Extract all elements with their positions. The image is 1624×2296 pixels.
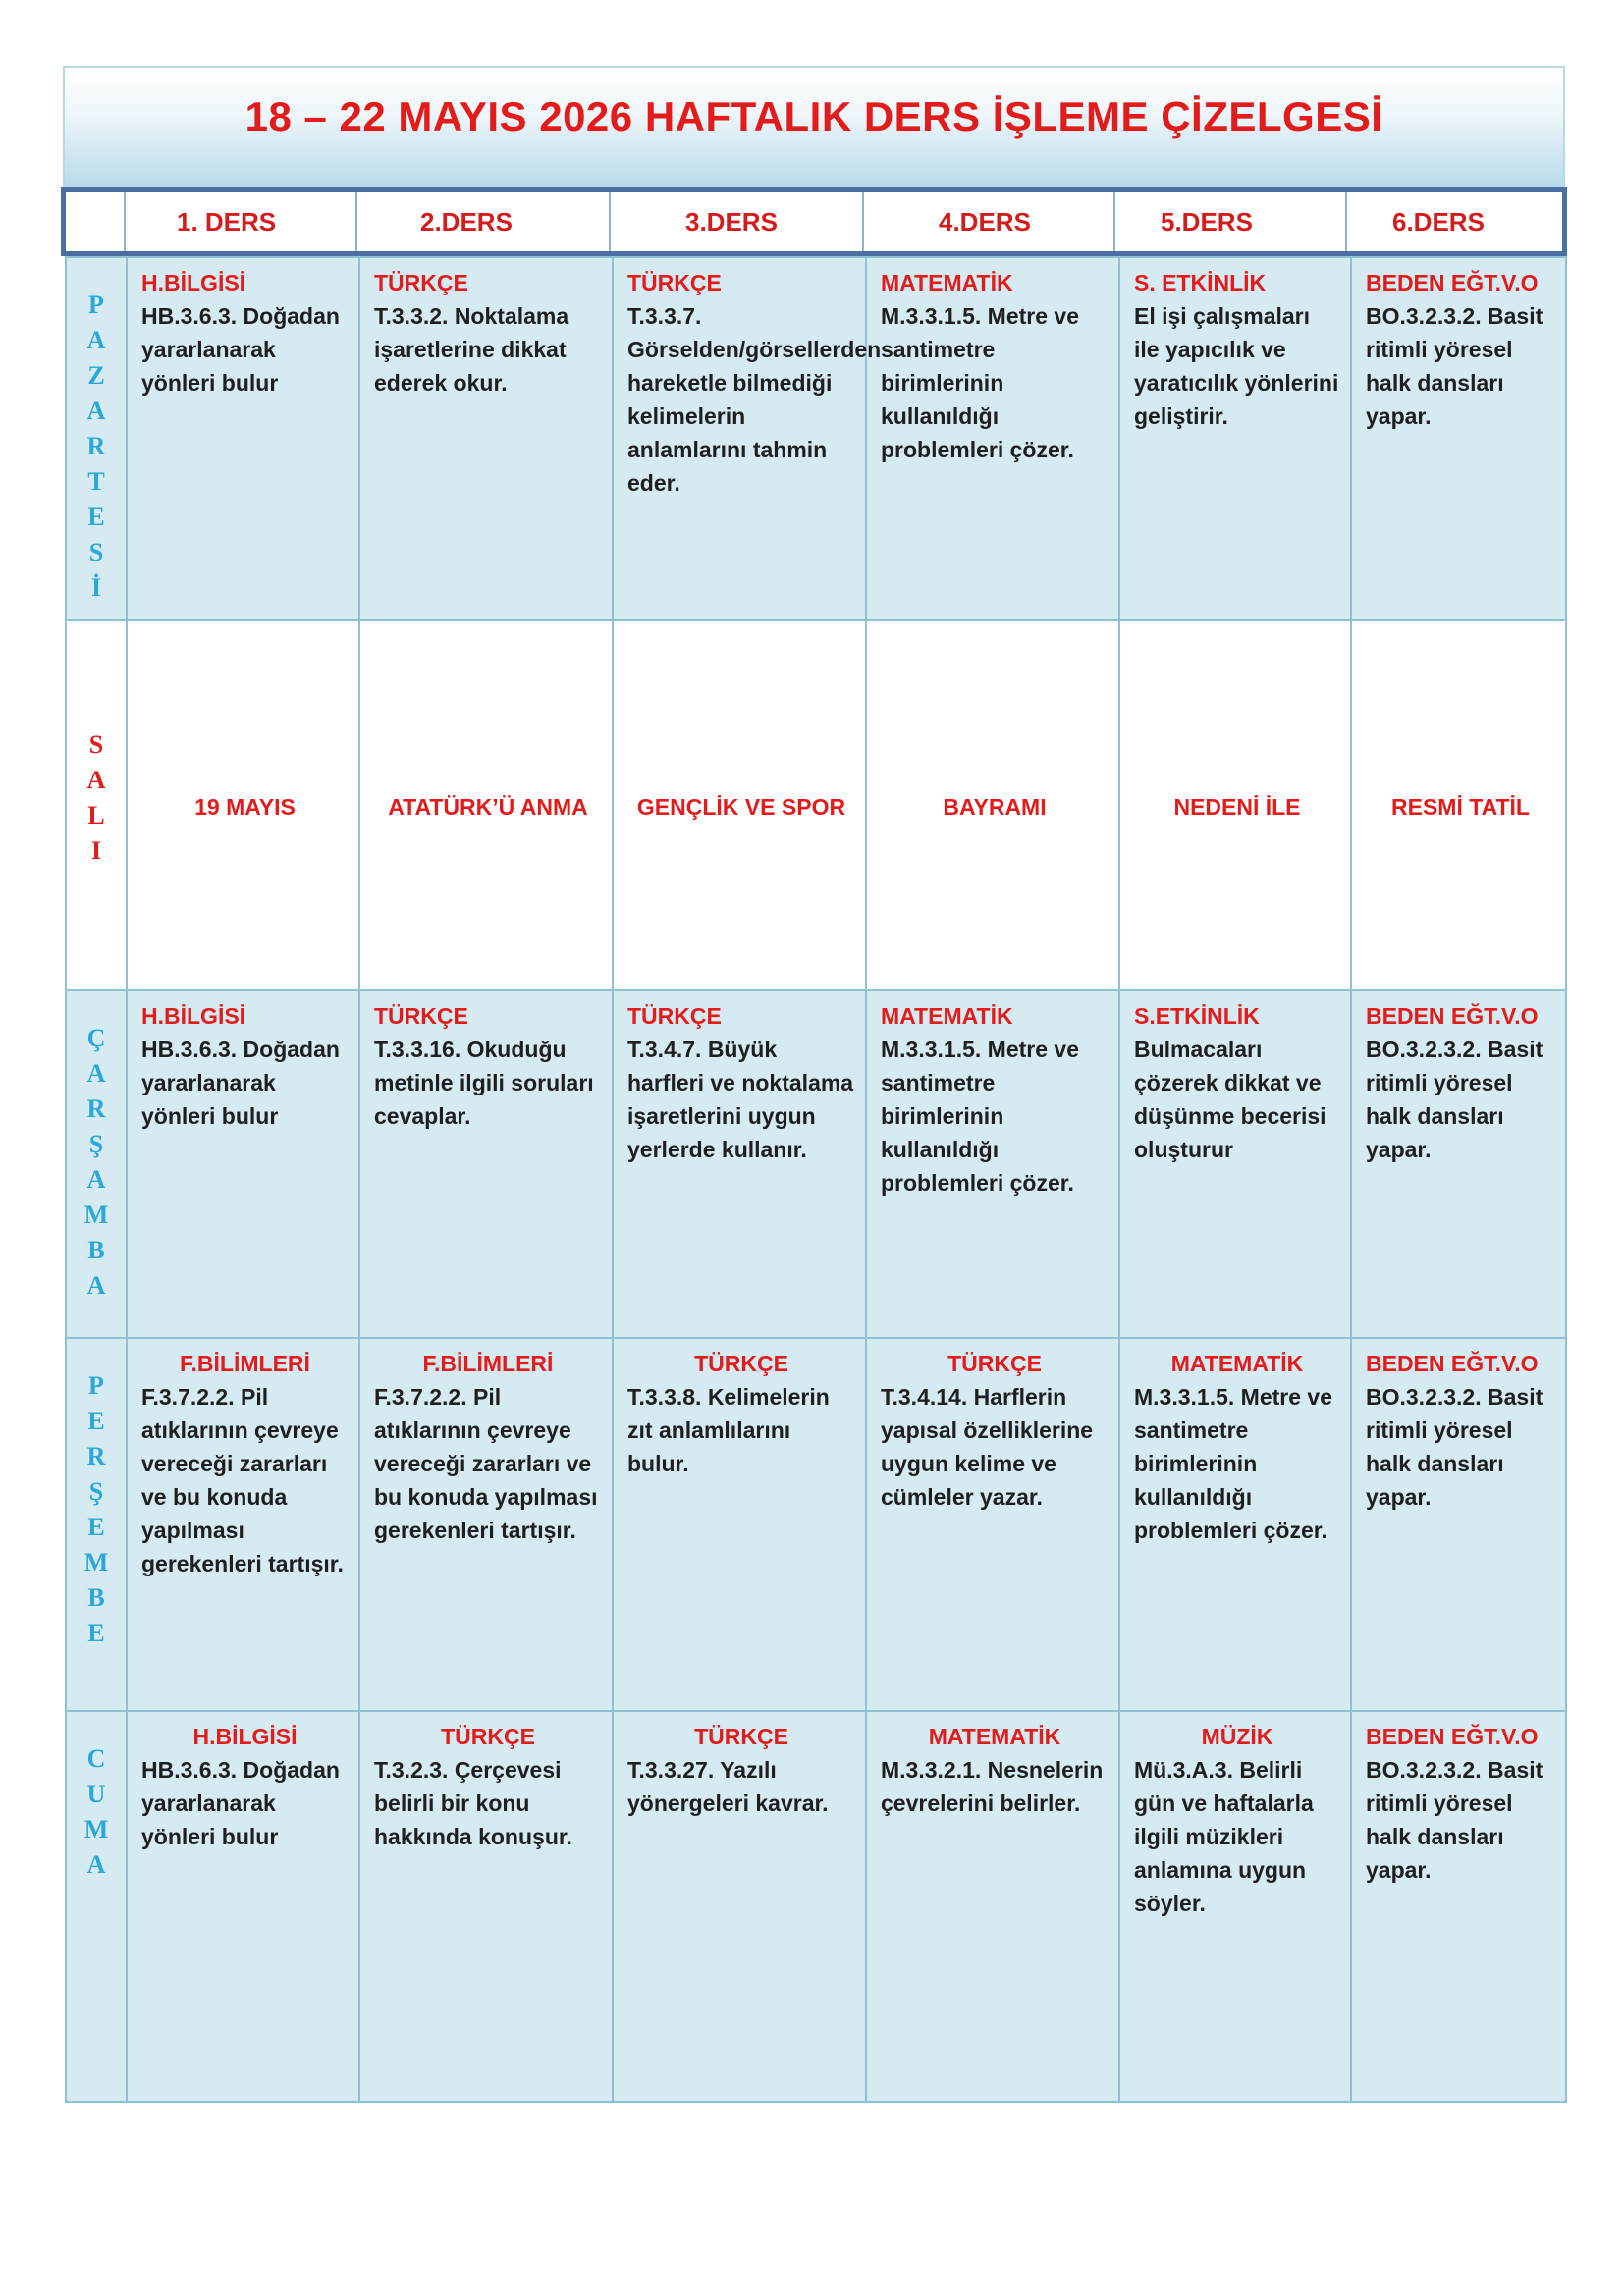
day-letter: Ç (86, 1024, 106, 1052)
subject-name: TÜRKÇE (694, 1724, 788, 1749)
day-letter: M (83, 1815, 109, 1843)
objective-text: BO.3.2.3.2. Basit ritimli yöresel halk dansları yapar. (1366, 303, 1543, 429)
holiday-cell: GENÇLİK VE SPOR (613, 620, 866, 990)
subject-name: TÜRKÇE (694, 1351, 788, 1376)
subject-name: BEDEN EĞT.V.O (1366, 1724, 1539, 1749)
lesson-cell (359, 257, 613, 620)
lesson-cell (1119, 257, 1351, 620)
subject-name: TÜRKÇE (947, 1351, 1042, 1376)
subject-name: S. ETKİNLİK (1134, 270, 1267, 295)
objective-text: M.3.3.2.1. Nesnelerin çevrelerini belirler. (881, 1757, 1104, 1816)
subject-name: MATEMATİK (928, 1724, 1061, 1749)
subject-name: TÜRKÇE (374, 1003, 468, 1029)
day-letter: B (87, 1583, 105, 1612)
title-banner (63, 66, 1565, 187)
day-label (66, 1711, 127, 2102)
day-row-cuma (66, 1711, 1566, 2102)
day-letter: M (83, 1201, 109, 1229)
day-letter: A (86, 1059, 106, 1088)
header-lesson-2: 2.DERS (355, 192, 609, 251)
lesson-cell (613, 257, 882, 620)
day-letter: U (86, 1780, 106, 1808)
lesson-cell (359, 1711, 613, 2102)
objective-text: T.3.4.7. Büyük harfleri ve noktalama işaretlerini uygun yerlerde kullanır. (627, 1037, 854, 1162)
objective-text: HB.3.6.3. Doğadan yararlanarak yönleri bulur (141, 303, 340, 396)
day-letter: S (88, 538, 104, 566)
objective-text: T.3.3.27. Yazılı yönergeleri kavrar. (627, 1757, 829, 1816)
objective-text: Bulmacaları çözerek dikkat ve düşünme becerisi oluşturur (1134, 1037, 1326, 1162)
lesson-cell (1119, 1711, 1351, 2102)
objective-text: M.3.3.1.5. Metre ve santimetre birimlerinin kullanıldığı problemleri çözer. (881, 1037, 1079, 1196)
subject-name: F.BİLİMLERİ (180, 1351, 310, 1376)
day-letter: C (86, 1744, 106, 1773)
objective-text: BO.3.2.3.2. Basit ritimli yöresel halk dansları yapar. (1366, 1757, 1543, 1883)
day-letter: P (88, 291, 104, 319)
lesson-cell (127, 257, 359, 620)
subject-name: MÜZİK (1201, 1724, 1273, 1749)
day-letter: R (86, 1442, 106, 1470)
subject-name: TÜRKÇE (441, 1724, 535, 1749)
lesson-cell (866, 1711, 1119, 2102)
objective-text: T.3.3.8. Kelimelerin zıt anlamlılarını bulur. (627, 1384, 830, 1476)
subject-name: F.BİLİMLERİ (422, 1351, 554, 1376)
day-letter: M (83, 1548, 109, 1576)
holiday-cell: NEDENİ İLE (1119, 620, 1351, 990)
day-letter: A (86, 1850, 106, 1879)
objective-text: BO.3.2.3.2. Basit ritimli yöresel halk dansları yapar. (1366, 1037, 1543, 1162)
objective-text: HB.3.6.3. Doğadan yararlanarak yönleri bulur (141, 1757, 340, 1849)
day-letter: E (87, 1407, 105, 1435)
day-letter: A (86, 1165, 106, 1194)
day-letter: Ş (88, 1477, 104, 1506)
day-label (66, 990, 127, 1338)
day-letter: I (90, 836, 102, 865)
objective-text: HB.3.6.3. Doğadan yararlanarak yönleri bulur (141, 1037, 340, 1129)
header-corner (66, 192, 124, 251)
lesson-cell (613, 990, 866, 1338)
page-title: 18 – 22 MAYIS 2026 HAFTALIK DERS İŞLEME ÇİZELGESİ (244, 93, 1383, 139)
lesson-cell (1119, 1338, 1351, 1711)
day-row-pazartesi̇ (66, 257, 1566, 620)
lesson-cell (1119, 990, 1351, 1338)
lesson-cell (127, 990, 359, 1338)
holiday-cell: RESMİ TATİL (1351, 620, 1566, 990)
holiday-cell: BAYRAMI (866, 620, 1119, 990)
holiday-cell: ATATÜRK’Ü ANMA (359, 620, 613, 990)
subject-name: BEDEN EĞT.V.O (1366, 1351, 1539, 1376)
objective-text: T.3.3.2. Noktalama işaretlerine dikkat ederek okur. (374, 303, 569, 396)
objective-text: El işi çalışmaları ile yapıcılık ve yaratıcılık yönlerini geliştirir. (1134, 303, 1339, 429)
subject-name: BEDEN EĞT.V.O (1366, 1003, 1539, 1029)
lesson-cell (613, 1338, 866, 1711)
day-letter: İ (90, 573, 102, 602)
lesson-cell (359, 990, 613, 1338)
day-letter: T (87, 467, 105, 496)
lesson-cell (127, 1338, 359, 1711)
day-letter: R (86, 1095, 106, 1123)
objective-text: M.3.3.1.5. Metre ve santimetre birimlerinin kullanıldığı problemleri çözer. (881, 303, 1079, 462)
header-lesson-5: 5.DERS (1113, 192, 1345, 251)
objective-text: F.3.7.2.2. Pil atıklarının çevreye vereceği zararları ve bu konuda yapılması gerekenleri tartışır. (141, 1384, 344, 1576)
day-letter: L (87, 801, 105, 829)
day-row-perşembe (66, 1338, 1566, 1711)
header-lesson-4: 4.DERS (862, 192, 1113, 251)
schedule-table (65, 256, 1567, 2103)
subject-name: TÜRKÇE (627, 270, 722, 295)
lesson-header-row (61, 187, 1567, 256)
lesson-cell (866, 257, 1119, 620)
day-letter: E (87, 1619, 105, 1647)
subject-name: MATEMATİK (1170, 1351, 1304, 1376)
subject-name: S.ETKİNLİK (1134, 1003, 1260, 1029)
day-row-çarşamba (66, 990, 1566, 1338)
day-letter: R (86, 432, 106, 460)
subject-name: MATEMATİK (881, 1003, 1013, 1029)
lesson-cell (127, 1711, 359, 2102)
lesson-cell (359, 1338, 613, 1711)
lesson-cell (1351, 257, 1566, 620)
objective-text: F.3.7.2.2. Pil atıklarının çevreye vereceği zararları ve bu konuda yapılması gerekenleri tartışır. (374, 1384, 598, 1543)
subject-name: H.BİLGİSİ (192, 1724, 298, 1749)
lesson-cell (1351, 1338, 1566, 1711)
day-label (66, 1338, 127, 1711)
lesson-cell (866, 1338, 1119, 1711)
objective-text: Mü.3.A.3. Belirli gün ve haftalarla ilgili müzikleri anlamına uygun söyler. (1134, 1757, 1314, 1916)
objective-text: M.3.3.1.5. Metre ve santimetre birimlerinin kullanıldığı problemleri çözer. (1134, 1384, 1332, 1543)
objective-text: T.3.3.7. Görselden/görsellerden hareketle bilmediği kelimelerin anlamlarını tahmin eder. (627, 303, 882, 496)
subject-name: TÜRKÇE (374, 270, 468, 295)
day-letter: E (87, 503, 105, 531)
lesson-cell (1351, 1711, 1566, 2102)
day-letter: E (87, 1513, 105, 1541)
lesson-cell (613, 1711, 866, 2102)
objective-text: T.3.3.16. Okuduğu metinle ilgili soruları cevaplar. (374, 1037, 594, 1129)
day-letter: P (88, 1371, 104, 1400)
day-letter: S (88, 730, 104, 759)
header-lesson-6: 6.DERS (1345, 192, 1562, 251)
objective-text: BO.3.2.3.2. Basit ritimli yöresel halk dansları yapar. (1366, 1384, 1543, 1510)
subject-name: MATEMATİK (881, 270, 1013, 295)
day-letter: Ş (88, 1130, 104, 1158)
day-label (66, 257, 127, 620)
subject-name: H.BİLGİSİ (141, 270, 246, 295)
day-letter: Z (87, 361, 105, 390)
subject-name: H.BİLGİSİ (141, 1003, 246, 1029)
holiday-cell: 19 MAYIS (127, 620, 359, 990)
header-lesson-3: 3.DERS (609, 192, 862, 251)
lesson-cell (866, 990, 1119, 1338)
day-letter: A (86, 1271, 106, 1300)
lesson-cell (1351, 990, 1566, 1338)
day-letter: B (87, 1236, 105, 1264)
day-label (66, 620, 127, 990)
header-lesson-1: 1. DERS (124, 192, 355, 251)
day-row-sali (66, 620, 1566, 990)
objective-text: T.3.2.3. Çerçevesi belirli bir konu hakkında konuşur. (374, 1757, 572, 1849)
subject-name: TÜRKÇE (627, 1003, 722, 1029)
objective-text: T.3.4.14. Harflerin yapısal özelliklerine uygun kelime ve cümleler yazar. (881, 1384, 1094, 1510)
day-letter: A (86, 326, 106, 354)
day-letter: A (86, 766, 106, 794)
subject-name: BEDEN EĞT.V.O (1366, 270, 1539, 295)
day-letter: A (86, 397, 106, 425)
